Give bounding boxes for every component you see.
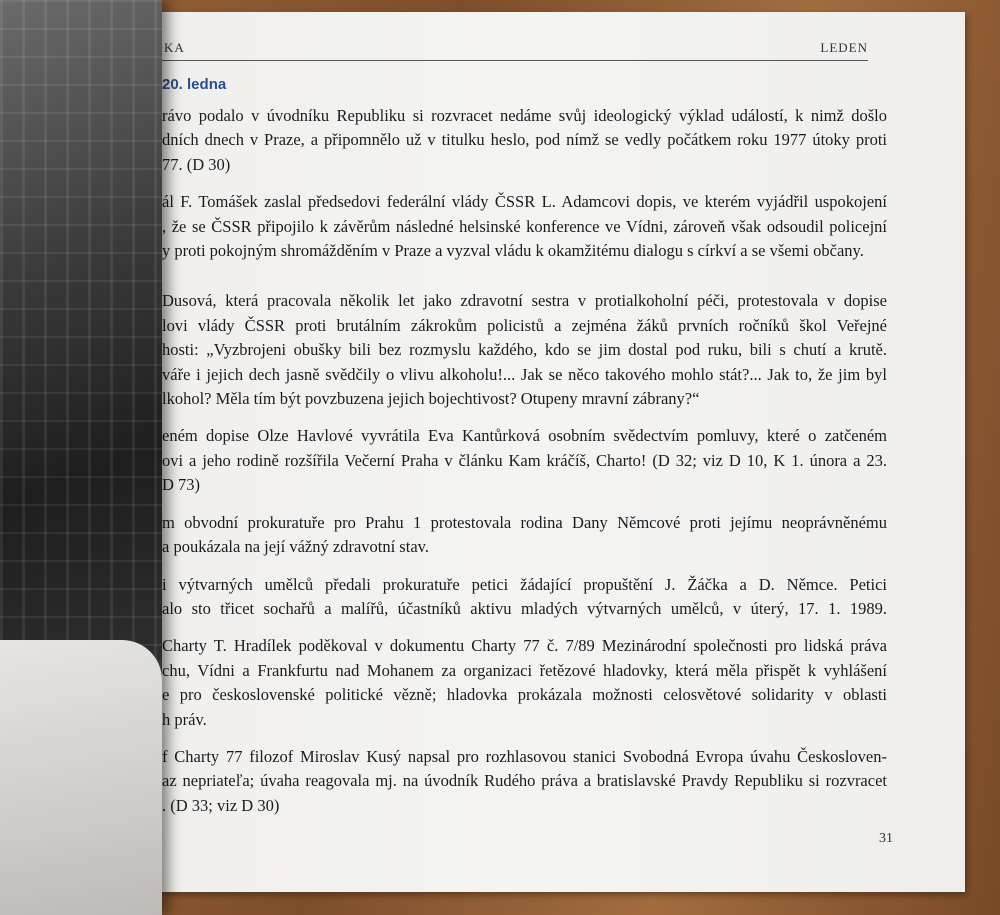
page-number: 31 bbox=[879, 831, 893, 846]
text-line: chu, Vídni a Frankfurtu nad Mohanem za organizaci řetězové hladovky, která měla přispět k vyhlášení bbox=[162, 660, 887, 680]
section-title: 20. ledna bbox=[162, 76, 227, 93]
text-line: y proti pokojným shromážděním v Praze a vyzval vládu k okamžitému dialogu s církví a se všemi občany. bbox=[162, 241, 864, 261]
text-line: f Charty 77 filozof Miroslav Kusý napsal pro rozhlasovou stanici Svobodná Evropa úvahu Českosloven- bbox=[162, 746, 887, 766]
paragraph bbox=[162, 745, 887, 818]
text-line: váře i jejich dech jasně svědčily o vlivu alkoholu!... Jak se něco takového mohlo stát?... Jak to, že jim byl bbox=[162, 364, 887, 384]
paragraph bbox=[162, 289, 887, 411]
header-left-fragment: KA bbox=[164, 40, 185, 55]
text-line: i výtvarných umělců předali prokuratuře petici žádající propuštění J. Žáčka a D. Němce. Petici bbox=[162, 574, 887, 594]
text-line: ál F. Tomášek zaslal předsedovi federální vlády ČSSR L. Adamcovi dopis, ve kterém vyjádřil uspokojení bbox=[162, 192, 887, 212]
paragraph bbox=[162, 190, 887, 263]
text-line: lkohol? Měla tím být povzbuzena jejich bojechtivost? Otupeny mravní zábrany?“ bbox=[162, 389, 700, 409]
text-line: ovi a jeho rodině rozšířila Večerní Praha v článku Kam kráčíš, Charto! (D 32; viz D 10, K 1. února a 23. bbox=[162, 450, 887, 470]
text-line: . (D 33; viz D 30) bbox=[162, 795, 280, 815]
paragraph bbox=[162, 424, 887, 497]
text-line: alo sto třicet sochařů a malířů, účastníků aktivu mladých výtvarných umělců, v úterý, 17. 1. 1989. bbox=[162, 598, 887, 618]
text-line: , že se ČSSR připojilo k závěrům následné helsinské konference ve Vídni, zároveň však odsoudil policejní bbox=[162, 216, 887, 236]
building-photo bbox=[0, 0, 162, 660]
text-line: Dusová, která pracovala několik let jako zdravotní sestra v protialkoholní péči, protestovala v dopise bbox=[162, 291, 887, 311]
text-line: e pro československé politické vězně; hladovka prokázala možnosti celosvětové solidarity v oblasti bbox=[162, 685, 887, 705]
text-line: hosti: „Vyzbrojeni obušky bili bez rozmyslu každého, kdo se jim dostal pod ruku, bili s chutí a krutě. bbox=[162, 340, 887, 360]
paragraph bbox=[162, 634, 887, 732]
paragraph bbox=[162, 511, 887, 560]
paragraph bbox=[162, 104, 887, 177]
body-text bbox=[162, 104, 887, 831]
text-line: h práv. bbox=[162, 709, 207, 729]
running-header bbox=[162, 38, 868, 61]
text-line: 77. (D 30) bbox=[162, 154, 231, 174]
text-line: m obvodní prokuratuře pro Prahu 1 protestovala rodina Dany Němcové proti jejímu neoprávněnému bbox=[162, 512, 887, 532]
text-line: eném dopise Olze Havlové vyvrátila Eva Kantůrková osobním svědectvím pomluvy, které o zatčeném bbox=[162, 426, 887, 446]
text-line: Charty T. Hradílek poděkoval v dokumentu Charty 77 č. 7/89 Mezinárodní společnosti pro lidská práva bbox=[162, 636, 887, 656]
text-line: rávo podalo v úvodníku Republiku si rozvracet nedáme svůj ideologický výklad událostí, k nimž došlo bbox=[162, 106, 887, 125]
text-line: D 73) bbox=[162, 475, 201, 495]
text-line: a poukázala na její vážný zdravotní stav. bbox=[162, 537, 429, 557]
facing-photo-page bbox=[0, 0, 162, 915]
page-curl bbox=[0, 640, 162, 915]
header-title: LEDEN bbox=[820, 40, 868, 55]
text-line: dních dnech v Praze, a připomnělo už v titulku heslo, pod nímž se vedly počátkem roku 1977 útoky proti bbox=[162, 130, 887, 150]
text-line: lovi vlády ČSSR proti brutálním zákrokům policistů a zejména žáků prvních ročníků škol Veřejné bbox=[162, 315, 887, 335]
paragraph bbox=[162, 573, 887, 622]
text-line: az nepriateľa; úvaha reagovala mj. na úvodník Rudého práva a bratislavské Pravdy Republiku si rozvracet bbox=[162, 771, 887, 791]
